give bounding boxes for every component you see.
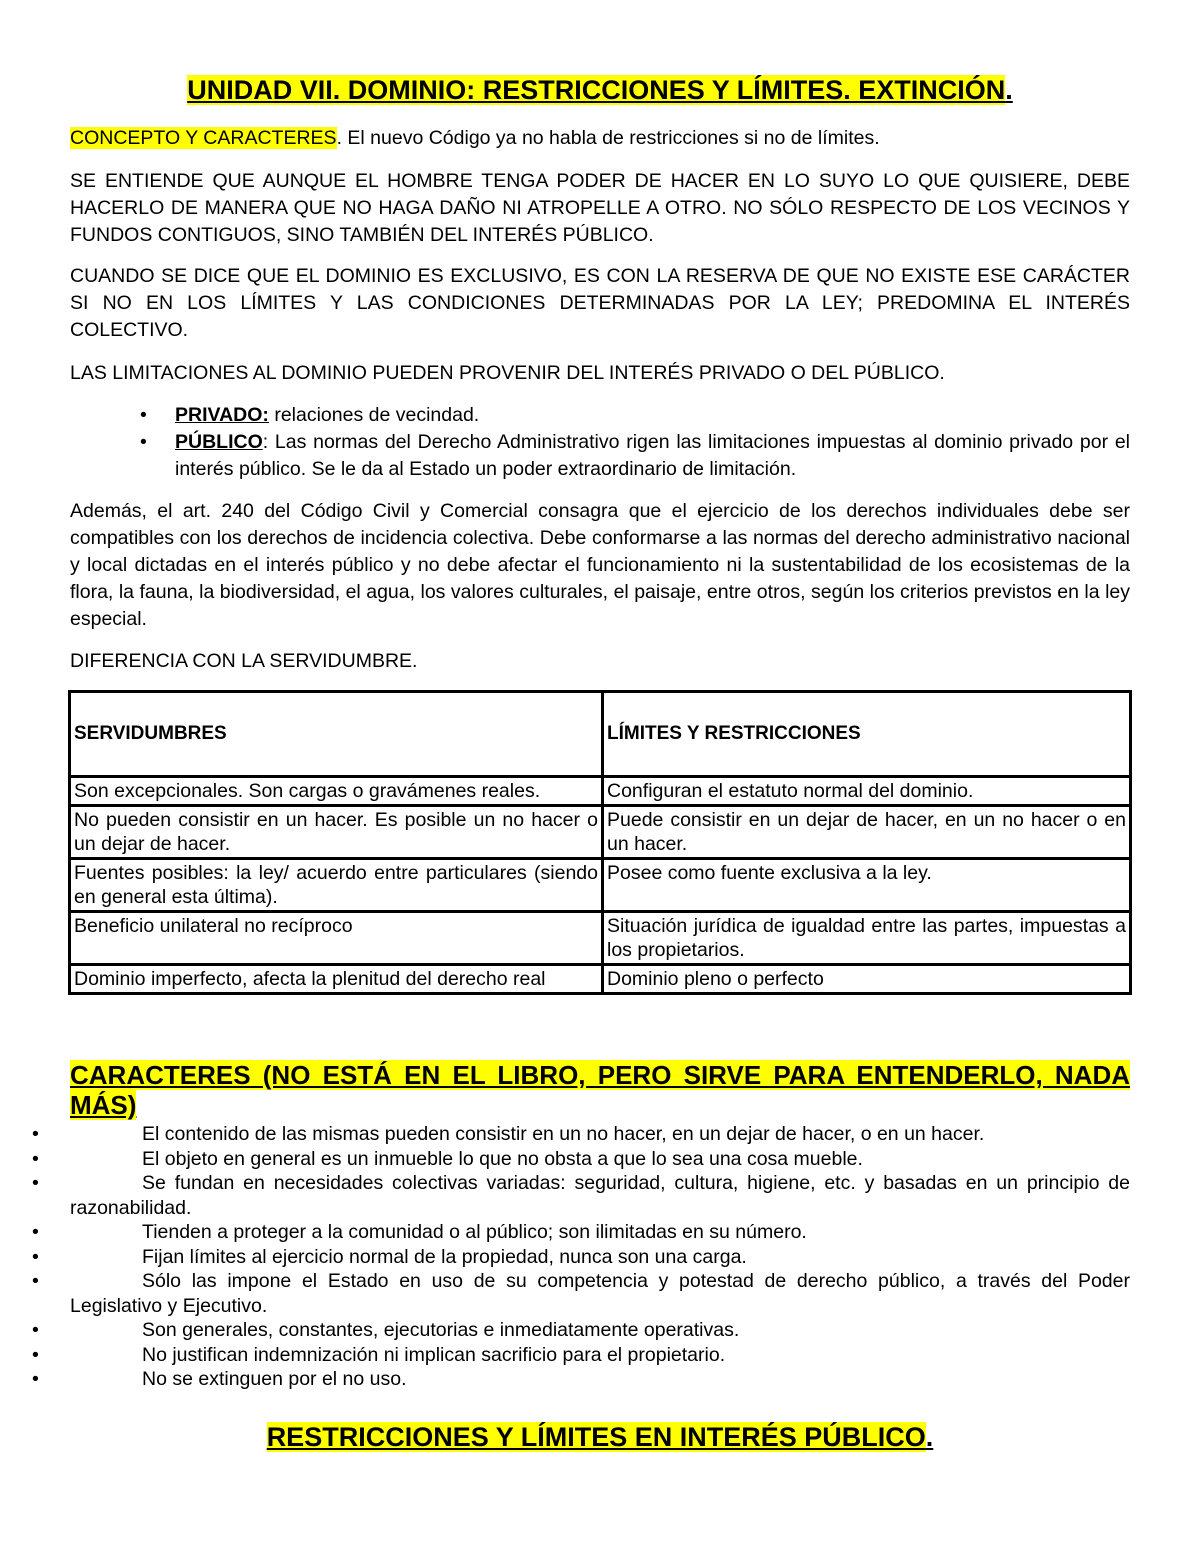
- list-item-label: PRIVADO:: [175, 404, 269, 426]
- concepto-label: CONCEPTO Y CARACTERES: [70, 127, 337, 149]
- bullet-icon: •: [32, 1270, 39, 1292]
- footer-section-title: [70, 1420, 1130, 1454]
- list-item: [32, 1220, 1130, 1245]
- list-item: [32, 1245, 1130, 1270]
- paragraph-1: SE ENTIENDE QUE AUNQUE EL HOMBRE TENGA PODER DE HACER EN LO SUYO LO QUE QUISIERE, DEBE HACERLO DE MANERA QUE NO HAGA DAÑO NI ATROPELLE A OTRO. NO SÓLO RESPECTO DE LOS VECINOS Y FUNDOS CONTIGUOS, SINO TAMBIÉN DEL INTERÉS PÚBLICO.: [70, 170, 1130, 246]
- bullet-icon: •: [140, 404, 147, 426]
- table-header-cell: SERVIDUMBRES: [70, 692, 603, 777]
- bullet-icon: •: [32, 1319, 39, 1341]
- list-item-text: El contenido de las mismas pueden consistir en un no hacer, en un dejar de hacer, o en un hacer.: [142, 1123, 985, 1145]
- table-cell: Dominio pleno o perfecto: [603, 965, 1131, 994]
- list-item: [32, 1122, 1130, 1147]
- table-cell: Configuran el estatuto normal del dominio.: [603, 777, 1131, 806]
- table-row: [70, 912, 1131, 965]
- list-item-text: Sólo las impone el Estado en uso de su competencia y potestad de derecho público, a través del Poder Legislativo y Ejecutivo.: [70, 1270, 1130, 1317]
- unit-title-dot: .: [1005, 75, 1013, 105]
- table-cell: Dominio imperfecto, afecta la plenitud del derecho real: [70, 965, 603, 994]
- list-item: [70, 429, 1130, 483]
- table-cell: Situación jurídica de igualdad entre las partes, impuestas a los propietarios.: [603, 912, 1131, 965]
- concepto-paragraph: [70, 125, 1130, 152]
- caracteres-title-text: CARACTERES (NO ESTÁ EN EL LIBRO, PERO SIRVE PARA ENTENDERLO, NADA MÁS): [70, 1060, 1130, 1120]
- footer-title-dot: .: [925, 1422, 934, 1452]
- list-item: [32, 1171, 1130, 1220]
- table-row: [70, 777, 1131, 806]
- list-item-text: No justifican indemnización ni implican sacrificio para el propietario.: [142, 1343, 726, 1366]
- bullet-icon: •: [32, 1147, 39, 1170]
- table-cell: Posee como fuente exclusiva a la ley.: [603, 859, 1131, 912]
- bullet-icon: •: [140, 431, 147, 453]
- bullet-icon: •: [32, 1172, 39, 1194]
- table-header-row: [70, 692, 1131, 777]
- list-item: [32, 1343, 1130, 1368]
- bullet-icon: •: [32, 1123, 39, 1145]
- bullet-icon: •: [32, 1221, 39, 1243]
- paragraph-2: CUANDO SE DICE QUE EL DOMINIO ES EXCLUSIVO, ES CON LA RESERVA DE QUE NO EXISTE ESE CARÁCTER SI NO EN LOS LÍMITES Y LAS CONDICIONES DETERMINADAS POR LA LEY; PREDOMINA EL INTERÉS COLECTIVO.: [70, 265, 1130, 341]
- list-item: [32, 1318, 1130, 1343]
- table-cell: No pueden consistir en un hacer. Es posible un no hacer o un dejar de hacer.: [70, 806, 603, 859]
- list-item: [32, 1269, 1130, 1318]
- bullet-icon: •: [32, 1245, 39, 1268]
- list-item-text: Fijan límites al ejercicio normal de la propiedad, nunca son una carga.: [142, 1245, 747, 1268]
- list-item: [70, 402, 1130, 429]
- paragraph-3: LAS LIMITACIONES AL DOMINIO PUEDEN PROVENIR DEL INTERÉS PRIVADO O DEL PÚBLICO.: [70, 362, 945, 384]
- list-item: [32, 1367, 1130, 1392]
- unit-title-text: UNIDAD VII. DOMINIO: RESTRICCIONES Y LÍMITES. EXTINCIÓN: [187, 75, 1006, 105]
- bullet-icon: •: [32, 1368, 39, 1390]
- table-cell: Fuentes posibles: la ley/ acuerdo entre particulares (siendo en general esta última).: [70, 859, 603, 912]
- list-item-text: : Las normas del Derecho Administrativo rigen las limitaciones impuestas al dominio privado por el interés público. Se le da al Estado un poder extraordinario de limitación.: [175, 431, 1130, 480]
- unit-title: [70, 72, 1130, 108]
- paragraph-4: Además, el art. 240 del Código Civil y Comercial consagra que el ejercicio de los derechos individuales debe ser compatibles con los derechos de incidencia colectiva. Debe conformarse a las normas del derecho administrativo nacional y local dictadas en el interés público y no debe afectar el funcionamiento ni la sustentabilidad de los ecosistemas de la flora, la fauna, la biodiversidad, el agua, los valores culturales, el paisaje, entre otros, según los criterios previstos en la ley especial.: [70, 500, 1130, 630]
- table-row: [70, 859, 1131, 912]
- bullet-icon: •: [32, 1343, 39, 1366]
- concepto-text: . El nuevo Código ya no habla de restricciones si no de límites.: [336, 127, 880, 149]
- list-item-text: No se extinguen por el no uso.: [142, 1368, 407, 1390]
- caracteres-title: [70, 1060, 1130, 1120]
- limitaciones-list: [70, 402, 1130, 483]
- table-cell: Son excepcionales. Son cargas o gravámenes reales.: [70, 777, 603, 806]
- list-item-label: PÚBLICO: [175, 431, 263, 453]
- table-row: [70, 806, 1131, 859]
- table-row: [70, 965, 1131, 994]
- comparison-table: [68, 690, 1132, 995]
- list-item-text: Se fundan en necesidades colectivas variadas: seguridad, cultura, higiene, etc. y basadas en un principio de razonabilidad.: [70, 1172, 1130, 1219]
- caracteres-list: [32, 1122, 1130, 1392]
- list-item-text: Son generales, constantes, ejecutorias e inmediatamente operativas.: [142, 1319, 740, 1341]
- table-cell: Beneficio unilateral no recíproco: [70, 912, 603, 965]
- list-item: [32, 1147, 1130, 1172]
- footer-title-text: RESTRICCIONES Y LÍMITES EN INTERÉS PÚBLICO: [266, 1422, 926, 1452]
- list-item-text: relaciones de vecindad.: [268, 404, 480, 426]
- list-item-text: Tienden a proteger a la comunidad o al público; son ilimitadas en su número.: [142, 1221, 807, 1243]
- list-item-text: El objeto en general es un inmueble lo que no obsta a que lo sea una cosa mueble.: [142, 1147, 863, 1170]
- paragraph-5: DIFERENCIA CON LA SERVIDUMBRE.: [70, 650, 418, 672]
- table-header-cell: LÍMITES Y RESTRICCIONES: [603, 692, 1131, 777]
- table-cell: Puede consistir en un dejar de hacer, en un no hacer o en un hacer.: [603, 806, 1131, 859]
